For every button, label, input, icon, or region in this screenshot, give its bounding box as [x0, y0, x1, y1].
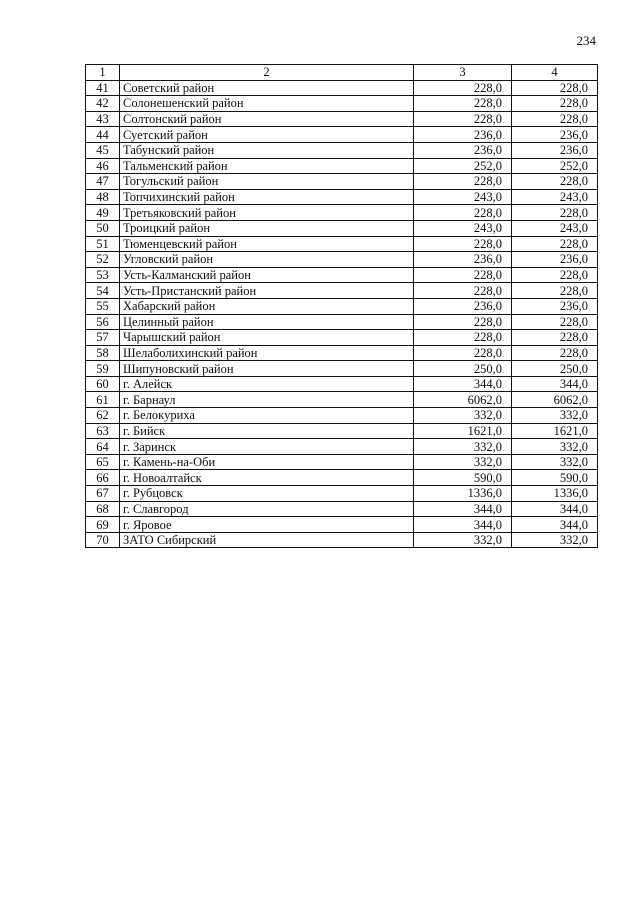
row-name: г. Алейск [120, 376, 414, 392]
row-value-col3: 6062,0 [414, 392, 512, 408]
table-row [86, 205, 598, 221]
row-number: 53 [86, 267, 120, 283]
row-name: г. Яровое [120, 517, 414, 533]
row-number: 63 [86, 423, 120, 439]
row-name: Третьяковский район [120, 205, 414, 221]
table-row [86, 298, 598, 314]
row-number: 62 [86, 408, 120, 424]
table-row [86, 532, 598, 548]
row-value-col4: 236,0 [512, 298, 598, 314]
row-value-col4: 332,0 [512, 408, 598, 424]
row-value-col3: 228,0 [414, 96, 512, 112]
row-value-col3: 228,0 [414, 345, 512, 361]
row-value-col4: 228,0 [512, 330, 598, 346]
row-value-col3: 590,0 [414, 470, 512, 486]
row-value-col3: 228,0 [414, 111, 512, 127]
row-value-col3: 228,0 [414, 236, 512, 252]
row-number: 60 [86, 376, 120, 392]
row-number: 46 [86, 158, 120, 174]
table-row [86, 517, 598, 533]
row-value-col3: 228,0 [414, 174, 512, 190]
row-value-col3: 332,0 [414, 408, 512, 424]
row-number: 55 [86, 298, 120, 314]
row-value-col3: 1621,0 [414, 423, 512, 439]
row-value-col3: 344,0 [414, 376, 512, 392]
row-value-col4: 228,0 [512, 96, 598, 112]
row-number: 64 [86, 439, 120, 455]
table-row [86, 189, 598, 205]
row-value-col4: 228,0 [512, 236, 598, 252]
column-header-3: 3 [414, 65, 512, 81]
row-value-col4: 228,0 [512, 267, 598, 283]
table-row [86, 439, 598, 455]
column-header-4: 4 [512, 65, 598, 81]
row-value-col3: 236,0 [414, 298, 512, 314]
row-name: Шипуновский район [120, 361, 414, 377]
row-value-col4: 590,0 [512, 470, 598, 486]
row-value-col4: 344,0 [512, 376, 598, 392]
table-body [86, 80, 598, 548]
row-name: Усть-Пристанский район [120, 283, 414, 299]
row-number: 49 [86, 205, 120, 221]
table-header-row [86, 65, 598, 81]
row-name: Усть-Калманский район [120, 267, 414, 283]
row-name: г. Заринск [120, 439, 414, 455]
row-value-col4: 228,0 [512, 205, 598, 221]
row-name: Тальменский район [120, 158, 414, 174]
row-value-col3: 228,0 [414, 80, 512, 96]
row-name: Табунский район [120, 142, 414, 158]
table-row [86, 470, 598, 486]
row-value-col3: 236,0 [414, 142, 512, 158]
row-value-col3: 243,0 [414, 220, 512, 236]
row-number: 59 [86, 361, 120, 377]
row-value-col3: 332,0 [414, 454, 512, 470]
row-number: 58 [86, 345, 120, 361]
row-value-col4: 228,0 [512, 174, 598, 190]
row-value-col4: 236,0 [512, 252, 598, 268]
row-name: Целинный район [120, 314, 414, 330]
row-value-col3: 332,0 [414, 439, 512, 455]
row-number: 57 [86, 330, 120, 346]
row-value-col3: 228,0 [414, 314, 512, 330]
row-value-col4: 1336,0 [512, 486, 598, 502]
table-row [86, 454, 598, 470]
row-name: Солонешенский район [120, 96, 414, 112]
column-header-2: 2 [120, 65, 414, 81]
table-row [86, 236, 598, 252]
row-number: 42 [86, 96, 120, 112]
row-name: Чарышский район [120, 330, 414, 346]
row-name: Топчихинский район [120, 189, 414, 205]
row-value-col3: 344,0 [414, 501, 512, 517]
row-number: 61 [86, 392, 120, 408]
row-number: 47 [86, 174, 120, 190]
row-number: 50 [86, 220, 120, 236]
row-number: 70 [86, 532, 120, 548]
row-name: г. Новоалтайск [120, 470, 414, 486]
table-row [86, 111, 598, 127]
row-value-col4: 332,0 [512, 532, 598, 548]
row-value-col3: 344,0 [414, 517, 512, 533]
row-name: Троицкий район [120, 220, 414, 236]
row-value-col4: 344,0 [512, 517, 598, 533]
row-name: Советский район [120, 80, 414, 96]
row-value-col3: 332,0 [414, 532, 512, 548]
row-value-col4: 332,0 [512, 439, 598, 455]
row-name: Угловский район [120, 252, 414, 268]
table-row [86, 80, 598, 96]
row-name: г. Славгород [120, 501, 414, 517]
table-row [86, 252, 598, 268]
row-value-col3: 228,0 [414, 205, 512, 221]
row-value-col4: 228,0 [512, 283, 598, 299]
table-row [86, 127, 598, 143]
row-value-col3: 228,0 [414, 330, 512, 346]
table-row [86, 486, 598, 502]
table-row [86, 408, 598, 424]
row-name: г. Рубцовск [120, 486, 414, 502]
row-number: 52 [86, 252, 120, 268]
table-row [86, 142, 598, 158]
row-number: 67 [86, 486, 120, 502]
row-number: 43 [86, 111, 120, 127]
allocation-table [85, 64, 598, 548]
table-row [86, 392, 598, 408]
table-row [86, 267, 598, 283]
row-name: Солтонский район [120, 111, 414, 127]
row-name: г. Бийск [120, 423, 414, 439]
row-value-col3: 1336,0 [414, 486, 512, 502]
row-value-col4: 236,0 [512, 127, 598, 143]
table-row [86, 361, 598, 377]
row-value-col3: 236,0 [414, 127, 512, 143]
row-number: 41 [86, 80, 120, 96]
row-name: ЗАТО Сибирский [120, 532, 414, 548]
row-number: 56 [86, 314, 120, 330]
page-number: 234 [576, 33, 596, 48]
table-row [86, 314, 598, 330]
row-number: 68 [86, 501, 120, 517]
row-value-col4: 228,0 [512, 80, 598, 96]
row-value-col3: 252,0 [414, 158, 512, 174]
row-name: Тюменцевский район [120, 236, 414, 252]
row-value-col3: 236,0 [414, 252, 512, 268]
table-row [86, 283, 598, 299]
row-number: 65 [86, 454, 120, 470]
table-row [86, 158, 598, 174]
row-value-col4: 250,0 [512, 361, 598, 377]
row-value-col4: 228,0 [512, 111, 598, 127]
row-number: 51 [86, 236, 120, 252]
row-number: 69 [86, 517, 120, 533]
row-value-col4: 1621,0 [512, 423, 598, 439]
row-number: 66 [86, 470, 120, 486]
row-value-col3: 228,0 [414, 267, 512, 283]
row-number: 45 [86, 142, 120, 158]
row-value-col3: 250,0 [414, 361, 512, 377]
row-number: 48 [86, 189, 120, 205]
row-value-col4: 344,0 [512, 501, 598, 517]
row-value-col4: 6062,0 [512, 392, 598, 408]
row-name: Тогульский район [120, 174, 414, 190]
table-row [86, 376, 598, 392]
column-header-1: 1 [86, 65, 120, 81]
row-value-col4: 228,0 [512, 314, 598, 330]
row-name: г. Барнаул [120, 392, 414, 408]
table-row [86, 345, 598, 361]
row-name: Хабарский район [120, 298, 414, 314]
row-value-col4: 243,0 [512, 220, 598, 236]
table-row [86, 220, 598, 236]
table-row [86, 96, 598, 112]
row-name: Суетский район [120, 127, 414, 143]
row-name: Шелаболихинский район [120, 345, 414, 361]
row-number: 54 [86, 283, 120, 299]
table-row [86, 174, 598, 190]
row-value-col4: 332,0 [512, 454, 598, 470]
row-value-col3: 243,0 [414, 189, 512, 205]
row-name: г. Камень-на-Оби [120, 454, 414, 470]
table-row [86, 330, 598, 346]
table-row [86, 501, 598, 517]
row-value-col3: 228,0 [414, 283, 512, 299]
row-value-col4: 228,0 [512, 345, 598, 361]
row-value-col4: 236,0 [512, 142, 598, 158]
row-value-col4: 252,0 [512, 158, 598, 174]
row-name: г. Белокуриха [120, 408, 414, 424]
row-number: 44 [86, 127, 120, 143]
row-value-col4: 243,0 [512, 189, 598, 205]
table-row [86, 423, 598, 439]
